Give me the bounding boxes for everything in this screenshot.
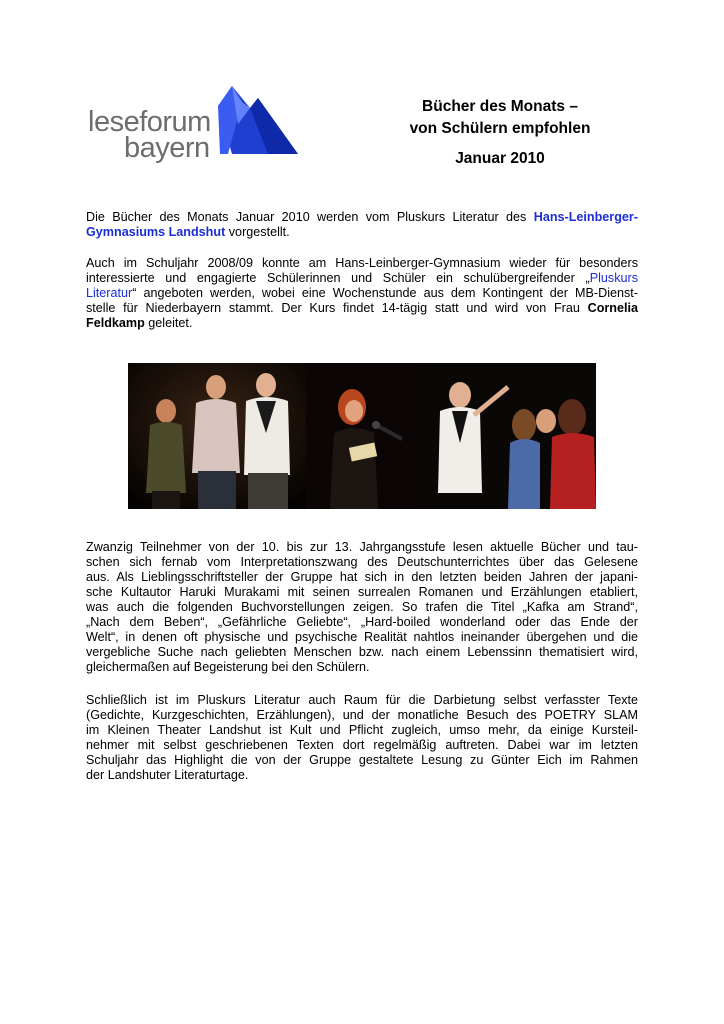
photo-students-pointing xyxy=(422,363,596,509)
page-title xyxy=(380,96,620,170)
paragraph-line: was auch die folgenden Buchvorstellungen zeigen. So trafen die Titel „Kafka am Strand“, xyxy=(86,600,638,614)
teacher-name: Cornelia xyxy=(587,301,638,315)
pluskurs-link[interactable]: Literatur xyxy=(86,286,133,300)
intro-paragraph xyxy=(86,210,638,240)
logo-text-bayern: bayern xyxy=(124,132,210,164)
school-name-link[interactable]: Hans-Leinberger- xyxy=(533,210,638,224)
paragraph-line: schen sich fernab vom Interpretationszwang des Deutschunterrichtes über das Gelesene xyxy=(86,555,638,569)
intro-line xyxy=(86,225,638,240)
paragraph-line: „Nach dem Beben“, „Gefährliche Geliebte“, „Hard-boiled wonderland oder das Ende der xyxy=(86,615,638,629)
photo-students-standing xyxy=(128,363,306,509)
paragraph-line xyxy=(86,316,638,331)
teacher-name: Feldkamp xyxy=(86,316,145,330)
logo-text-leseforum: leseforum xyxy=(88,106,211,138)
paragraph-line: sche Kultautor Haruki Murakami mit seinen surrealen Romanen und Erzählungen etabliert, xyxy=(86,585,638,599)
school-name-link[interactable]: Gymnasiums Landshut xyxy=(86,225,226,239)
paragraph-line xyxy=(86,271,638,286)
paragraph-line: nehmer mit selbst geschriebenen Texten dort regelmäßig auftreten. Dabei war im letzten xyxy=(86,738,638,752)
text-run: Die Bücher des Monats Januar 2010 werden vom Pluskurs Literatur des xyxy=(86,210,534,224)
paragraph-line xyxy=(86,301,638,316)
text-run: interessierte und engagierte Schülerinnen und Schüler ein schulübergreifender „ xyxy=(86,271,590,285)
paragraph-line xyxy=(86,286,638,301)
paragraph-line: Zwanzig Teilnehmer von der 10. bis zur 13. Jahrgangsstufe lesen aktuelle Bücher und tau- xyxy=(86,540,638,554)
intro-line xyxy=(86,210,638,225)
paragraph-line: der Landshuter Literaturtage. xyxy=(86,768,249,782)
photo-strip xyxy=(128,363,596,509)
paragraph-line: aus. Als Lieblingsschriftsteller der Gruppe hat sich in den letzten beiden Jahren der japani- xyxy=(86,570,638,584)
murakami-paragraph xyxy=(86,540,638,675)
paragraph-line: vergebliche Suche nach geliebten Menschen bzw. nach einem Lebenssinn thematisiert wird, xyxy=(86,645,638,659)
leseforum-bayern-logo xyxy=(86,84,298,164)
paragraph-line: gleichermaßen auf Begeisterung bei den Schülern. xyxy=(86,660,370,674)
title-line-1: Bücher des Monats – xyxy=(422,98,578,115)
pluskurs-link[interactable]: Pluskurs xyxy=(589,271,638,285)
paragraph-line: (Gedichte, Kurzgeschichten, Erzählungen), und der monatliche Besuch des POETRY SLAM xyxy=(86,708,638,722)
paragraph-line: Welt“, in denen oft physische und psychische Realität nahtlos ineinander übergehen und die xyxy=(86,630,638,644)
paragraph-line: Auch im Schuljahr 2008/09 konnte am Hans-Leinberger-Gymnasium wieder für besonders xyxy=(86,256,638,270)
poetry-slam-paragraph xyxy=(86,693,638,783)
text-run: stelle für Niederbayern stammt. Der Kurs findet 14-tägig statt und wird von Frau xyxy=(86,301,588,315)
text-run: “ angeboten werden, wobei eine Wochenstunde aus dem Kontingent der MB-Dienst- xyxy=(132,286,638,300)
title-month: Januar 2010 xyxy=(455,150,545,167)
course-paragraph xyxy=(86,256,638,331)
paragraph-line: Schließlich ist im Pluskurs Literatur auch Raum für die Darbietung selbst verfasster Texte xyxy=(86,693,638,707)
paragraph-line: Schuljahr das Highlight die von der Gruppe gestaltete Lesung zu Günter Eich im Rahmen xyxy=(86,753,638,767)
title-line-2: von Schülern empfohlen xyxy=(409,120,591,137)
text-run: geleitet. xyxy=(144,316,193,330)
mountain-logo-icon xyxy=(198,84,298,158)
photo-reader-microphone xyxy=(306,363,422,509)
paragraph-line: im Kleinen Theater Landshut ist Kult und Pflicht zugleich, umso mehr, da einige Kursteil- xyxy=(86,723,638,737)
text-run: vorgestellt. xyxy=(225,225,290,239)
